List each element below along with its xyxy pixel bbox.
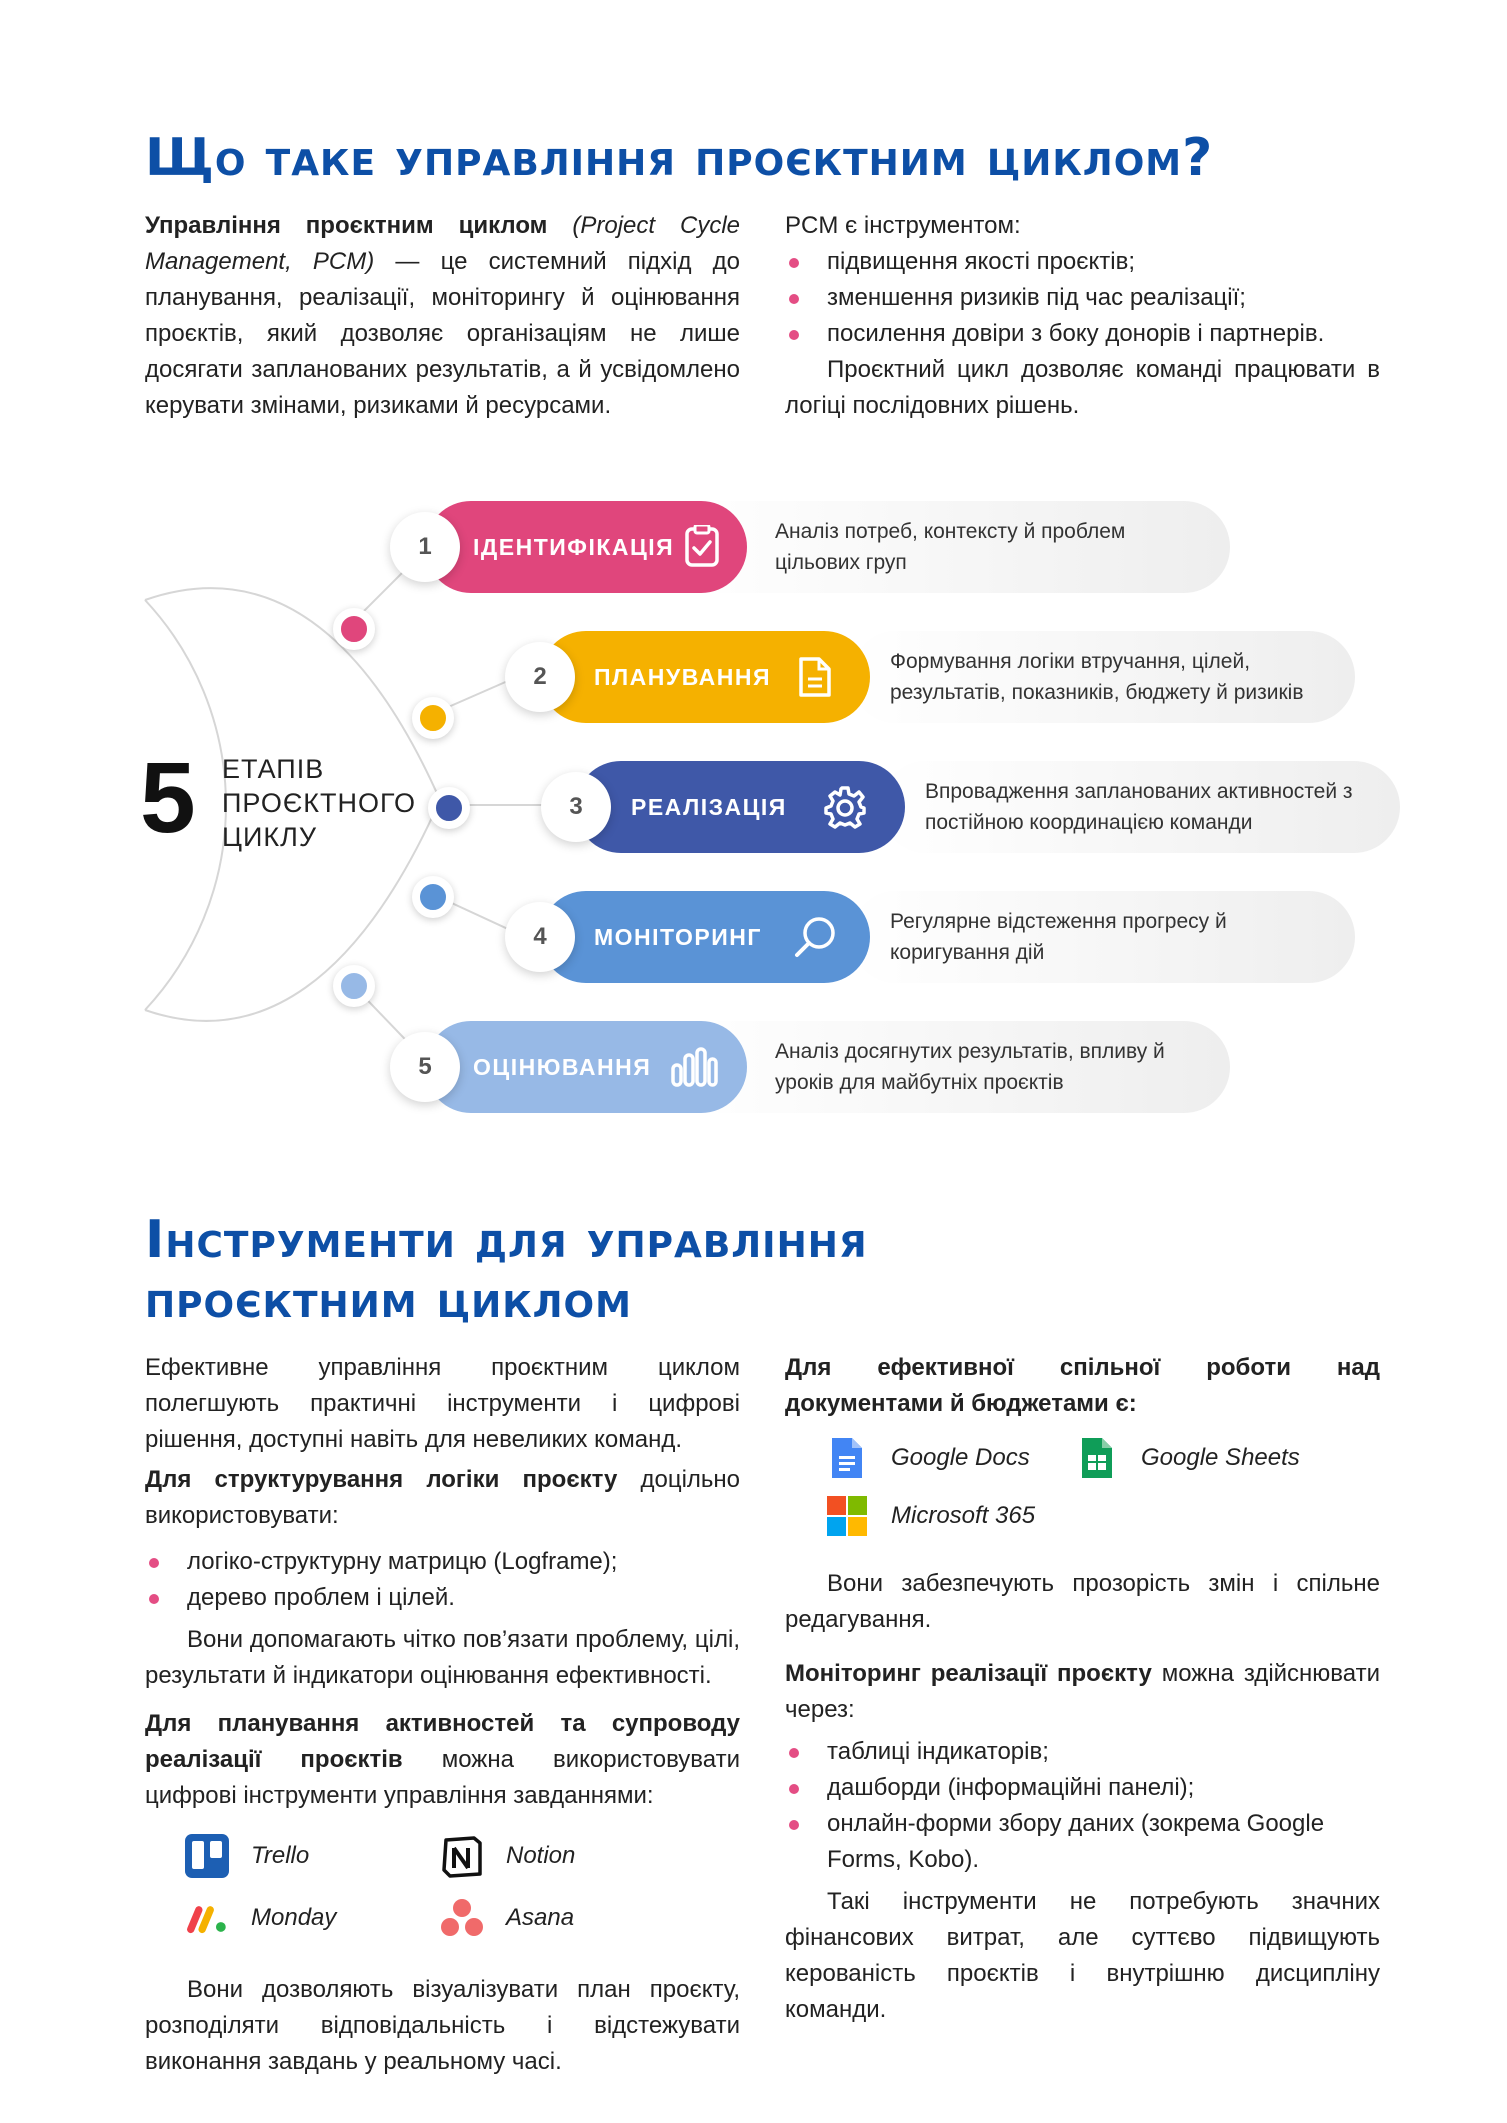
tool-name: Monday [251, 1904, 337, 1931]
tool-trello [185, 1834, 309, 1878]
pcm-purpose [785, 208, 1380, 424]
structuring-list [145, 1544, 740, 1616]
google-sheets-icon [1075, 1436, 1119, 1480]
tool-name: Notion [506, 1842, 576, 1869]
stage-5-number: 5 [390, 1032, 460, 1102]
list-item: таблиці індикаторів; [785, 1734, 1380, 1770]
stage-1-description: Аналіз потреб, контексту й проблем цільових груп [680, 501, 1230, 593]
collab-tools [785, 1436, 1380, 1566]
monday-icon [185, 1896, 229, 1940]
list-item: логіко-структурну матрицю (Logframe); [145, 1544, 740, 1580]
monitor-lead-text: можна здійснювати через: [785, 1660, 1381, 1723]
google-docs-icon [825, 1436, 869, 1480]
tool-name: Trello [251, 1842, 310, 1869]
stage-1-label: ІДЕНТИФІКАЦІЯ [473, 533, 675, 560]
notion-icon [440, 1834, 484, 1878]
cycle-node-5 [333, 965, 375, 1007]
pcm-definition [145, 208, 740, 424]
structuring-lead-bold: Для структурування логіки проєкту [145, 1466, 618, 1493]
list-item: посилення довіри з боку донорів і партнерів. [785, 316, 1380, 352]
microsoft-icon [825, 1494, 869, 1538]
stage-2-number: 2 [505, 642, 575, 712]
trello-icon [185, 1834, 229, 1878]
tool-asana [440, 1896, 574, 1940]
cycle-label-line: ПРОЄКТНОГО [222, 788, 417, 818]
stage-4-description: Регулярне відстеження прогресу й коригування дій [850, 891, 1355, 983]
cycle-stage-count: 5 [140, 742, 196, 854]
stage-3-number: 3 [541, 772, 611, 842]
planning-lead-text: можна використовувати цифрові інструменти управління завданнями: [145, 1746, 740, 1809]
planning-tools [145, 1822, 740, 1972]
collab-lead [785, 1350, 1380, 1422]
tool-name: Microsoft 365 [891, 1502, 1036, 1529]
section1-title: Що таке управління проєктним циклом? [145, 128, 1214, 188]
monitor-lead-bold: Моніторинг реалізації проєкту [785, 1660, 1152, 1687]
collab-outro: Вони забезпечують прозорість змін і спільне редагування. [785, 1570, 1380, 1633]
pcm-purpose-list [785, 244, 1380, 352]
list-item: дерево проблем і цілей. [145, 1580, 740, 1616]
tool-google-docs [825, 1436, 1030, 1480]
stage-5-label: ОЦІНЮВАННЯ [473, 1053, 652, 1080]
monitor-outro: Такі інструменти не потребують значних фінансових витрат, але суттєво підвищують керованість проєктів і внутрішню дисципліну команди. [785, 1888, 1380, 2023]
cycle-node-3 [428, 787, 470, 829]
stage-4-number: 4 [505, 902, 575, 972]
stage-1-number: 1 [390, 512, 460, 582]
right-column [785, 1350, 1380, 2028]
list-item: підвищення якості проєктів; [785, 244, 1380, 280]
section2-title-line: Інструменти для управління [145, 1210, 868, 1270]
tool-notion [440, 1834, 575, 1878]
cycle-label-line: ЦИКЛУ [222, 822, 317, 852]
structuring-outro: Вони допомагають чітко пов’язати проблему, цілі, результати й індикатори оцінювання ефективності. [145, 1626, 740, 1689]
structuring-lead-text: доцільно використовувати: [145, 1466, 741, 1529]
tool-google-sheets [1075, 1436, 1300, 1480]
list-item: онлайн-форми збору даних (зокрема Google Forms, Kobo). [785, 1806, 1380, 1878]
bar-chart-icon [670, 1045, 718, 1089]
monitor-lead [785, 1656, 1380, 1728]
monitor-list [785, 1734, 1380, 1878]
pcm-term-english: (Project Cycle Management, PCM) [145, 212, 740, 275]
gear-icon [823, 785, 867, 829]
tools-intro: Ефективне управління проєктним циклом полегшують практичні інструменти і цифрові рішення, доступні навіть для невеликих команд. [145, 1354, 740, 1453]
pcm-definition-text: — це системний підхід до планування, реалізації, моніторингу й оцінювання проєктів, який дозволяє організаціям не лише досягати запланованих результатів, а й усвідомлено керувати змінами, ризиками й ресурсами. [145, 248, 740, 419]
collab-lead-bold: Для ефективної спільної роботи над документами й бюджетами є: [785, 1354, 1380, 1417]
list-item: дашборди (інформаційні панелі); [785, 1770, 1380, 1806]
checklist-icon [683, 525, 723, 569]
tool-name: Google Docs [891, 1444, 1030, 1471]
stage-2-description: Формування логіки втручання, цілей, результатів, показників, бюджету й ризиків [850, 631, 1355, 723]
left-column [145, 1350, 740, 2080]
structuring-lead [145, 1462, 740, 1534]
search-icon [793, 914, 839, 960]
tool-microsoft-365 [825, 1494, 1035, 1538]
cycle-label [222, 752, 416, 854]
document-icon [797, 655, 833, 699]
cycle-label-line: ЕТАПІВ [222, 754, 325, 784]
planning-lead [145, 1706, 740, 1814]
pcm-purpose-outro: Проєктний цикл дозволяє команді працювати в логіці послідовних рішень. [785, 356, 1380, 419]
cycle-node-2 [412, 697, 454, 739]
pcm-purpose-lead: PCM є інструментом: [785, 212, 1021, 239]
stage-3-label: РЕАЛІЗАЦІЯ [631, 793, 787, 820]
tool-monday [185, 1896, 336, 1940]
tool-name: Asana [506, 1904, 575, 1931]
pcm-term: Управління проєктним циклом [145, 212, 548, 239]
section2-title-line: проєктним циклом [145, 1270, 632, 1330]
stage-4-label: МОНІТОРИНГ [594, 923, 762, 950]
stage-2-label: ПЛАНУВАННЯ [594, 663, 772, 690]
planning-outro: Вони дозволяють візуалізувати план проєкту, розподіляти відповідальність і відстежувати виконання завдань у реальному часі. [145, 1976, 740, 2075]
planning-lead-bold: Для планування активностей та супроводу реалізації проєктів [145, 1710, 740, 1773]
tool-name: Google Sheets [1141, 1444, 1300, 1471]
cycle-node-1 [333, 608, 375, 650]
asana-icon [440, 1896, 484, 1940]
list-item: зменшення ризиків під час реалізації; [785, 280, 1380, 316]
stage-3-description: Впровадження запланованих активностей з постійною координацією команди [880, 761, 1400, 853]
stage-5-description: Аналіз досягнутих результатів, впливу й уроків для майбутніх проєктів [680, 1021, 1230, 1113]
section2-title [145, 1210, 868, 1330]
cycle-node-4 [412, 876, 454, 918]
